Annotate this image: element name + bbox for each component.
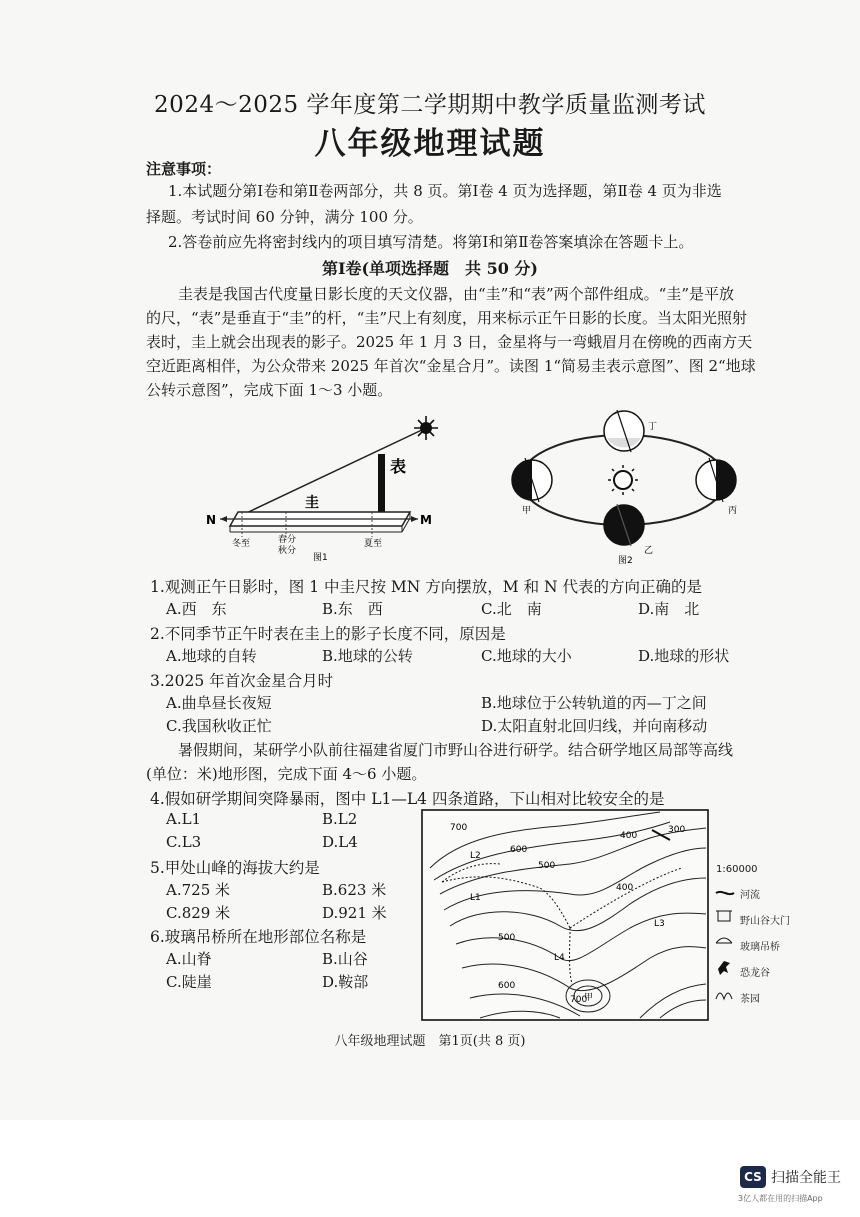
passage2-line: 暑假期间，某研学小队前往福建省厦门市野山谷进行研学。结合研学地区局部等高线 — [178, 741, 734, 759]
figure1-gnomon-diagram — [200, 410, 450, 566]
q3-option-b: B.地球位于公转轨道的丙—丁之间 — [481, 694, 707, 712]
q2-option-d: D.地球的形状 — [638, 647, 730, 665]
notice-heading: 注意事项： — [146, 160, 222, 178]
notice-line-2: 2.答卷前应先将密封线内的项目填写清楚。将第Ⅰ和第Ⅱ卷答案填涂在答题卡上。 — [168, 233, 694, 251]
question-2: 2.不同季节正午时表在圭上的影子长度不同，原因是 — [150, 625, 506, 643]
q5-option-c: C.829 米 — [166, 904, 231, 922]
label-biao: 表 — [390, 457, 407, 476]
subject-title: 八年级地理试题 — [314, 126, 546, 162]
q4-option-d: D.L4 — [322, 833, 358, 851]
q3-option-c: C.我国秋收正忙 — [166, 717, 272, 735]
legend-icons — [714, 883, 736, 1003]
svg-text:400: 400 — [620, 831, 638, 841]
q6-option-b: B.山谷 — [322, 950, 368, 968]
label-spring-equinox: 春分 — [278, 535, 297, 545]
passage1-line: 空近距离相伴，为公众带来 2025 年首次“金星合月”。读图 1“简易圭表示意图”、图 2“地球 — [146, 357, 756, 375]
q4-option-c: C.L3 — [166, 833, 202, 851]
earth-jia — [512, 458, 552, 502]
figure2-earth-orbit-diagram — [502, 405, 752, 567]
q4-option-a: A.L1 — [166, 810, 202, 828]
legend-dinosaur-valley: 恐龙谷 — [740, 968, 770, 979]
map-scale: 1:60000 — [716, 864, 758, 875]
q2-option-c: C.地球的大小 — [481, 647, 572, 665]
map-label-l4: L4 — [554, 953, 565, 963]
q5-option-d: D.921 米 — [322, 904, 387, 922]
earth-yi — [604, 504, 644, 546]
q6-option-d: D.鞍部 — [322, 973, 369, 991]
notice-line-1b: 择题。考试时间 60 分钟，满分 100 分。 — [146, 208, 423, 226]
gate-icon — [716, 911, 732, 921]
question-4: 4.假如研学期间突降暴雨，图中 L1—L4 四条道路，下山相对比较安全的是 — [150, 790, 665, 808]
q1-option-b: B.东 西 — [322, 600, 383, 618]
label-summer-solstice: 夏至 — [364, 539, 383, 549]
figure1-caption: 图1 — [313, 553, 328, 563]
question-6: 6.玻璃吊桥所在地形部位名称是 — [150, 928, 367, 946]
label-m: M — [420, 513, 432, 527]
svg-text:600: 600 — [498, 981, 516, 991]
svg-text:300: 300 — [668, 825, 686, 835]
svg-text:700: 700 — [570, 995, 588, 1005]
question-1: 1.观测正午日影时，图 1 中圭尺按 MN 方向摆放，M 和 N 代表的方向正确的是 — [150, 578, 703, 596]
river-icon — [716, 892, 734, 894]
legend-river: 河流 — [740, 890, 760, 901]
question-3: 3.2025 年首次金星合月时 — [150, 672, 334, 690]
map-label-l3: L3 — [654, 919, 665, 929]
q6-option-a: A.山脊 — [166, 950, 212, 968]
camscanner-logo: CS — [740, 1166, 766, 1188]
svg-text:400: 400 — [616, 883, 634, 893]
label-ding: 丁 — [648, 422, 658, 432]
map-label-l2: L2 — [470, 851, 481, 861]
label-yi: 乙 — [644, 546, 654, 556]
q1-option-a: A.西 东 — [166, 600, 227, 618]
glass-bridge-icon — [716, 938, 732, 943]
q6-option-c: C.陡崖 — [166, 973, 212, 991]
legend-glass-bridge: 玻璃吊桥 — [740, 942, 780, 953]
page-footer: 八年级地理试题 第1页(共 8 页) — [334, 1034, 526, 1049]
label-n: N — [206, 513, 217, 527]
q3-option-a: A.曲阜昼长夜短 — [166, 694, 272, 712]
label-autumn-equinox: 秋分 — [278, 546, 297, 556]
question-5: 5.甲处山峰的海拔大约是 — [150, 859, 320, 877]
q2-option-b: B.地球的公转 — [322, 647, 413, 665]
label-gui: 圭 — [305, 495, 319, 511]
q3-option-d: D.太阳直射北回归线，并向南移动 — [481, 717, 708, 735]
passage1-line: 公转示意图”，完成下面 1～3 小题。 — [146, 381, 393, 399]
camscanner-name: 扫描全能王 — [771, 1170, 841, 1186]
tea-garden-icon — [716, 993, 732, 999]
legend-gate: 野山谷大门 — [740, 916, 790, 927]
figure2-caption: 图2 — [618, 556, 633, 566]
passage2-line: (单位：米)地形图，完成下面 4～6 小题。 — [146, 765, 427, 783]
map-label-l1: L1 — [470, 893, 481, 903]
earth-ding — [604, 410, 644, 452]
earth-bing — [696, 458, 736, 502]
label-bing: 丙 — [728, 506, 738, 516]
exam-title: 2024～2025 学年度第二学期期中教学质量监测考试 — [154, 92, 706, 118]
camscanner-slogan: 3亿人都在用的扫描App — [738, 1194, 823, 1203]
contour-map — [420, 808, 710, 1022]
legend-tea-garden: 茶园 — [740, 994, 760, 1005]
passage1-line: 表时，圭上就会出现表的影子。2025 年 1 月 3 日，金星将与一弯蛾眉月在傍晚的西南方天 — [146, 333, 753, 351]
label-winter-solstice: 冬至 — [232, 539, 251, 549]
q2-option-a: A.地球的自转 — [166, 647, 257, 665]
q4-option-b: B.L2 — [322, 810, 358, 828]
q1-option-d: D.南 北 — [638, 600, 700, 618]
svg-text:600: 600 — [510, 845, 528, 855]
passage1-line: 的尺，“表”是垂直于“圭”的杆，“圭”尺上有刻度，用来标示正午日影的长度。当太阳光照射 — [146, 309, 748, 327]
svg-text:500: 500 — [538, 861, 556, 871]
map-label-jia: 甲 — [584, 993, 594, 1003]
svg-text:700: 700 — [450, 823, 468, 833]
passage1-line: 圭表是我国古代度量日影长度的天文仪器，由“圭”和“表”两个部件组成。“圭”是平放 — [178, 285, 735, 303]
label-jia: 甲 — [522, 506, 532, 516]
q1-option-c: C.北 南 — [481, 600, 542, 618]
section-title: 第Ⅰ卷(单项选择题 共 50 分) — [321, 259, 539, 278]
notice-line-1a: 1.本试题分第Ⅰ卷和第Ⅱ卷两部分，共 8 页。第Ⅰ卷 4 页为选择题，第Ⅱ卷 4 页为非选 — [168, 182, 722, 200]
dinosaur-icon — [718, 961, 730, 975]
q5-option-a: A.725 米 — [166, 881, 230, 899]
q5-option-b: B.623 米 — [322, 881, 387, 899]
svg-text:500: 500 — [498, 933, 516, 943]
